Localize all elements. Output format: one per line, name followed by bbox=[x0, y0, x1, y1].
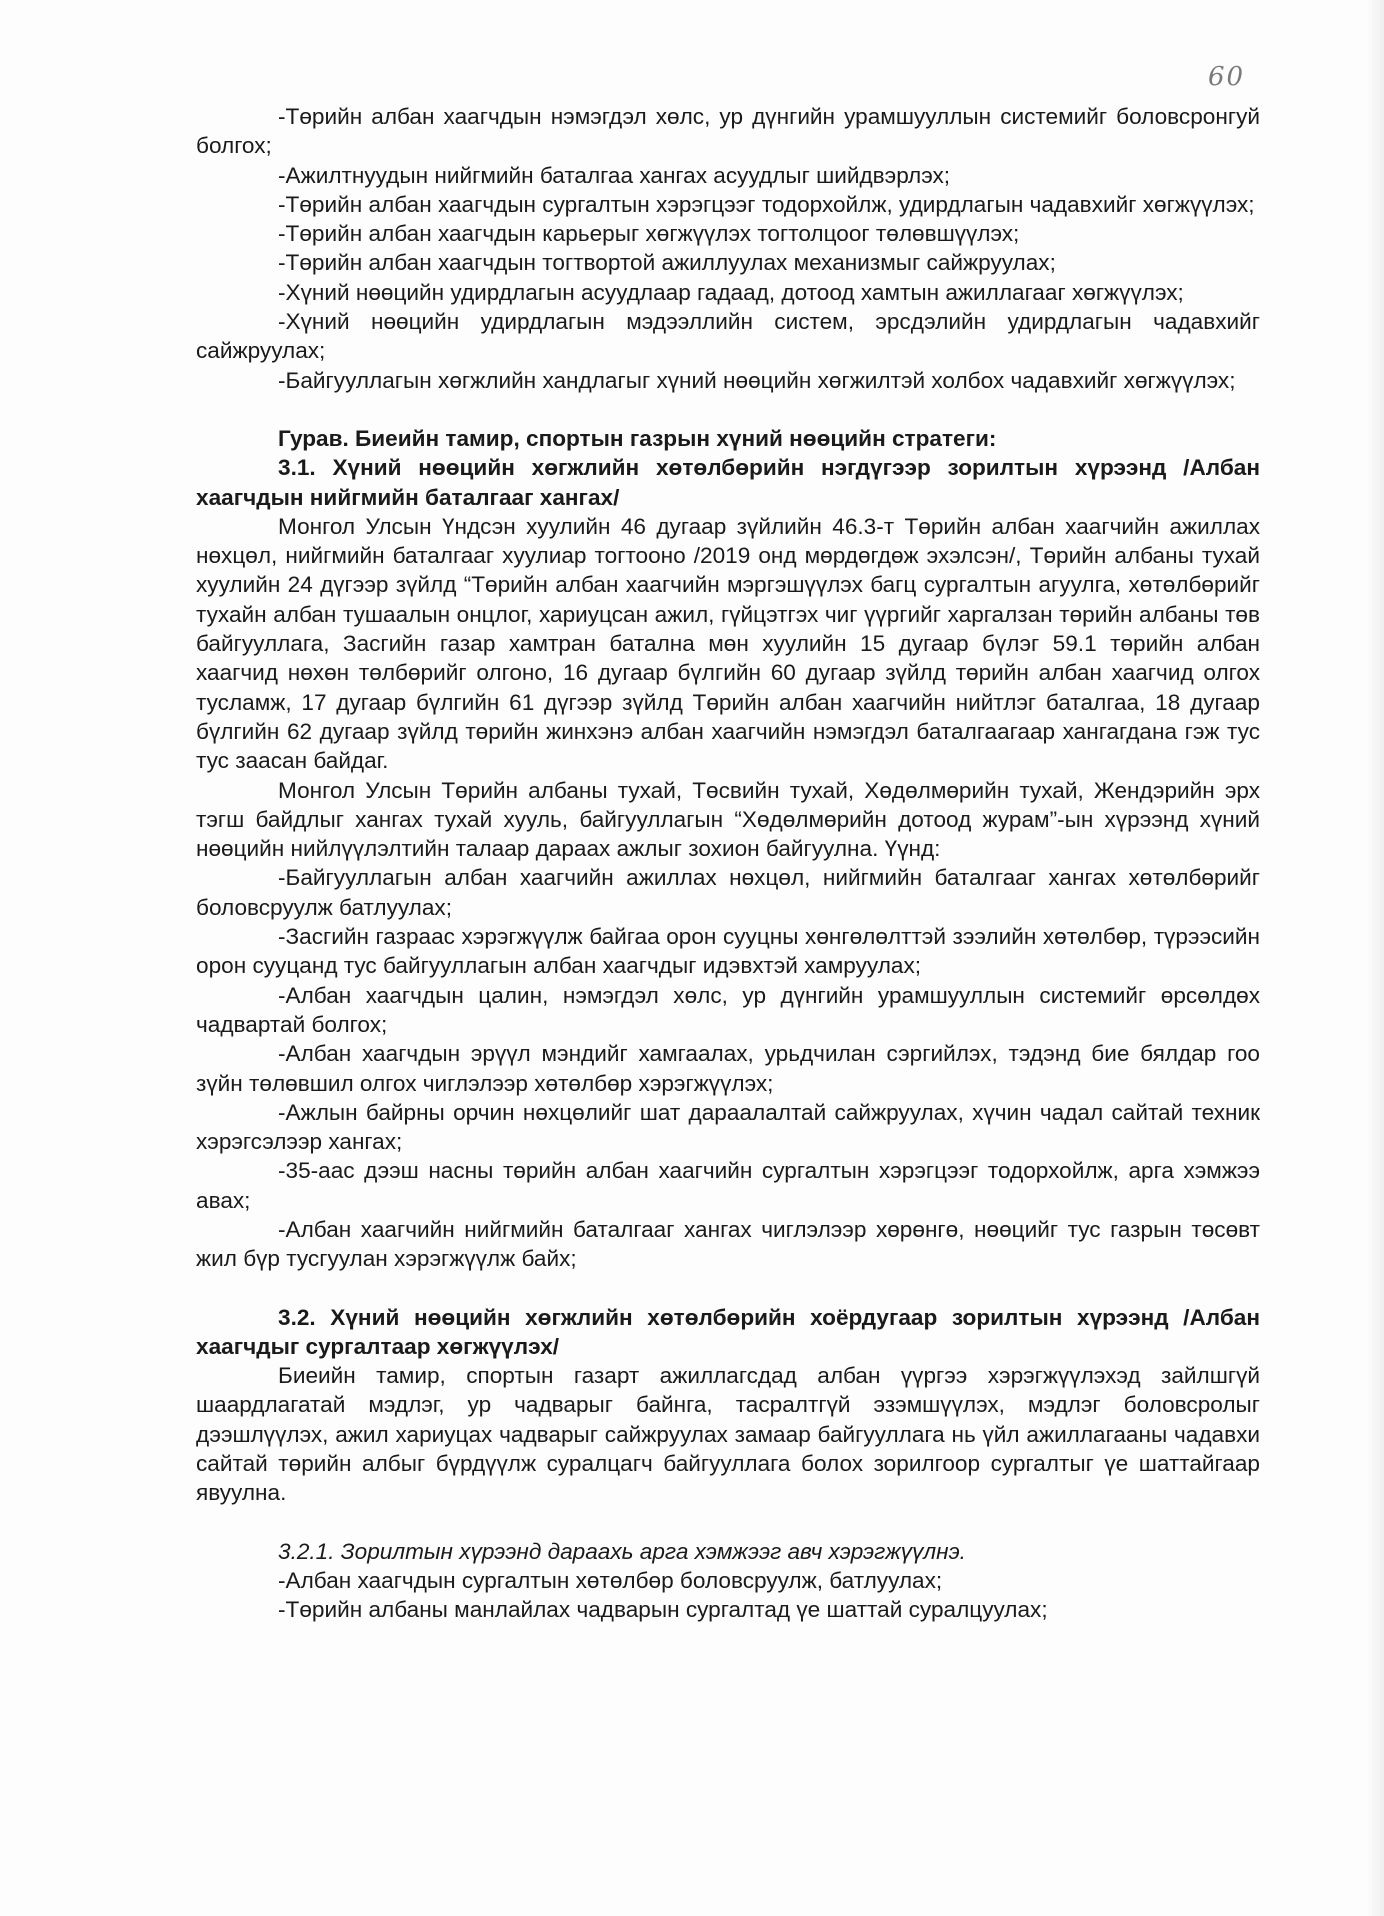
section-3-2-1-lead: 3.2.1. Зорилтын хүрээнд дараахь арга хэмжээг авч хэрэгжүүлнэ. bbox=[278, 1538, 966, 1564]
section-3-2-heading: 3.2. Хүний нөөцийн хөгжлийн хөтөлбөрийн хоёрдугаар зорилтын хүрээнд /Албан хаагчдыг сургалтаар хөгжүүлэх/ bbox=[196, 1304, 1260, 1359]
intro-bullet-list bbox=[196, 102, 1260, 395]
scan-edge-shadow bbox=[1366, 0, 1384, 1916]
list-item: -Хүний нөөцийн удирдлагын асуудлаар гадаад, дотоод хамтын ажиллагааг хөгжүүлэх; bbox=[278, 279, 1184, 305]
section-3-2-paragraph: Биеийн тамир, спортын газарт ажиллагсдад албан үүргээ хэрэгжүүлэхэд зайлшгүй шаардлагатай мэдлэг, ур чадварыг байнга, тасралтгүй эзэмшүүлэх, мэдлэг боловсролыг дээшлүүлэх, ажил хариуцах чадварыг сайжруулах замаар байгууллага нь үйл ажиллагааны чадавхи сайтай төрийн албыг бүрдүүлж суралцагч байгууллага болох зорилгоор сургалтыг үе шаттайгаар явуулна. bbox=[196, 1363, 1260, 1506]
section-3-2-1-bullet-list bbox=[196, 1566, 1260, 1625]
section-3-1-heading: 3.1. Хүний нөөцийн хөгжлийн хөтөлбөрийн нэгдүгээр зорилтын хүрээнд /Албан хаагчдын нийгмийн баталгааг хангах/ bbox=[196, 455, 1260, 510]
section-3-1-bullet-list bbox=[196, 863, 1260, 1273]
list-item: -Төрийн албан хаагчдын нэмэгдэл хөлс, ур дүнгийн урамшууллын системийг боловсронгуй болгох; bbox=[196, 104, 1260, 159]
list-item: -Байгууллагын албан хаагчийн ажиллах нөхцөл, нийгмийн баталгааг хангах хөтөлбөрийг боловсруулж батлуулах; bbox=[196, 865, 1260, 920]
list-item: -Ажлын байрны орчин нөхцөлийг шат дараалалтай сайжруулах, хүчин чадал сайтай техник хэрэгсэлээр хангах; bbox=[196, 1099, 1260, 1155]
list-item: -35-аас дээш насны төрийн албан хаагчийн сургалтын хэрэгцээг тодорхойлж, арга хэмжээ авах; bbox=[196, 1158, 1260, 1213]
section-3-heading: Гурав. Биеийн тамир, спортын газрын хүний нөөцийн стратеги: bbox=[278, 425, 997, 451]
list-item: -Төрийн албан хаагчдын сургалтын хэрэгцээг тодорхойлж, удирдлагын чадавхийг хөгжүүлэх; bbox=[278, 191, 1255, 217]
page-number: 60 bbox=[1208, 62, 1246, 92]
list-item: -Байгууллагын хөгжлийн хандлагыг хүний нөөцийн хөгжилтэй холбох чадавхийг хөгжүүлэх; bbox=[278, 367, 1236, 393]
list-item: -Төрийн албан хаагчдын тогтвортой ажиллуулах механизмыг сайжруулах; bbox=[278, 250, 1056, 276]
section-3-1-paragraph-2: Монгол Улсын Төрийн албаны тухай, Төсвийн тухай, Хөдөлмөрийн тухай, Жендэрийн эрх тэгш байдлыг хангах тухай хууль, байгууллагын “Хөдөлмөрийн дотоод журам”-ын хүрээнд хүний нөөцийн нийлүүлэлтийн талаар дараах ажлыг зохион байгуулна. Үүнд: bbox=[196, 777, 1260, 862]
list-item: -Албан хаагчийн нийгмийн баталгааг хангах чиглэлээр хөрөнгө, нөөцийг тус газрын төсөвт жил бүр тусгуулан хэрэгжүүлж байх; bbox=[196, 1216, 1260, 1272]
list-item: -Хүний нөөцийн удирдлагын мэдээллийн систем, эрсдэлийн удирдлагын чадавхийг сайжруулах; bbox=[196, 309, 1260, 364]
list-item: -Албан хаагчдын цалин, нэмэгдэл хөлс, ур дүнгийн урамшууллын системийг өрсөлдөх чадвартай болгох; bbox=[196, 982, 1260, 1037]
document-body bbox=[196, 102, 1260, 1625]
list-item: -Ажилтнуудын нийгмийн баталгаа хангах асуудлыг шийдвэрлэх; bbox=[278, 162, 951, 188]
list-item: -Албан хаагчдын сургалтын хөтөлбөр боловсруулж, батлуулах; bbox=[278, 1567, 943, 1593]
list-item: -Төрийн албан хаагчдын карьерыг хөгжүүлэх тогтолцоог төлөвшүүлэх; bbox=[278, 221, 1020, 247]
list-item: -Албан хаагчдын эрүүл мэндийг хамгаалах, урьдчилан сэргийлэх, тэдэнд бие бялдар гоо зүйн төлөвшил олгох чиглэлээр хөтөлбөр хэрэгжүүлэх; bbox=[196, 1041, 1260, 1096]
list-item: -Засгийн газраас хэрэгжүүлж байгаа орон сууцны хөнгөлөлттэй зээлийн хөтөлбөр, түрээсийн орон сууцанд тус байгууллагын албан хаагчдыг идэвхтэй хамруулах; bbox=[196, 924, 1260, 979]
section-3-1-paragraph-1: Монгол Улсын Үндсэн хуулийн 46 дугаар зүйлийн 46.3-т Төрийн албан хаагчийн ажиллах нөхцөл, нийгмийн баталгааг хуулиар тогтооно /2019 онд мөрдөгдөж эхэлсэн/, Төрийн албаны тухай хуулийн 24 дүгээр зүйлд “Төрийн албан хаагчийн мэргэшүүлэх багц сургалтын агуулга, хөтөлбөрийг тухайн албан тушаалын онцлог, хариуцсан ажил, гүйцэтгэх чиг үүргийг харгалзан төрийн албаны төв байгууллага, Засгийн газар хамтран батална мөн хуулийн 15 дугаар бүлэг 59.1 төрийн албан хаагчид нөхөн төлбөрийг олгоно, 16 дугаар бүлгийн 60 дугаар зүйлд төрийн албан хаагчид олгох тусламж, 17 дугаар бүлгийн 61 дүгээр зүйлд Төрийн албан хаагчийн нийтлэг баталгаа, 18 дугаар бүлгийн 62 дугаар зүйлд төрийн жинхэнэ албан хаагчийн нэмэгдэл баталгаагаар хангагдана гэж тус тус заасан байдаг. bbox=[196, 513, 1260, 774]
list-item: -Төрийн албаны манлайлах чадварын сургалтад үе шаттай суралцуулах; bbox=[278, 1597, 1048, 1623]
